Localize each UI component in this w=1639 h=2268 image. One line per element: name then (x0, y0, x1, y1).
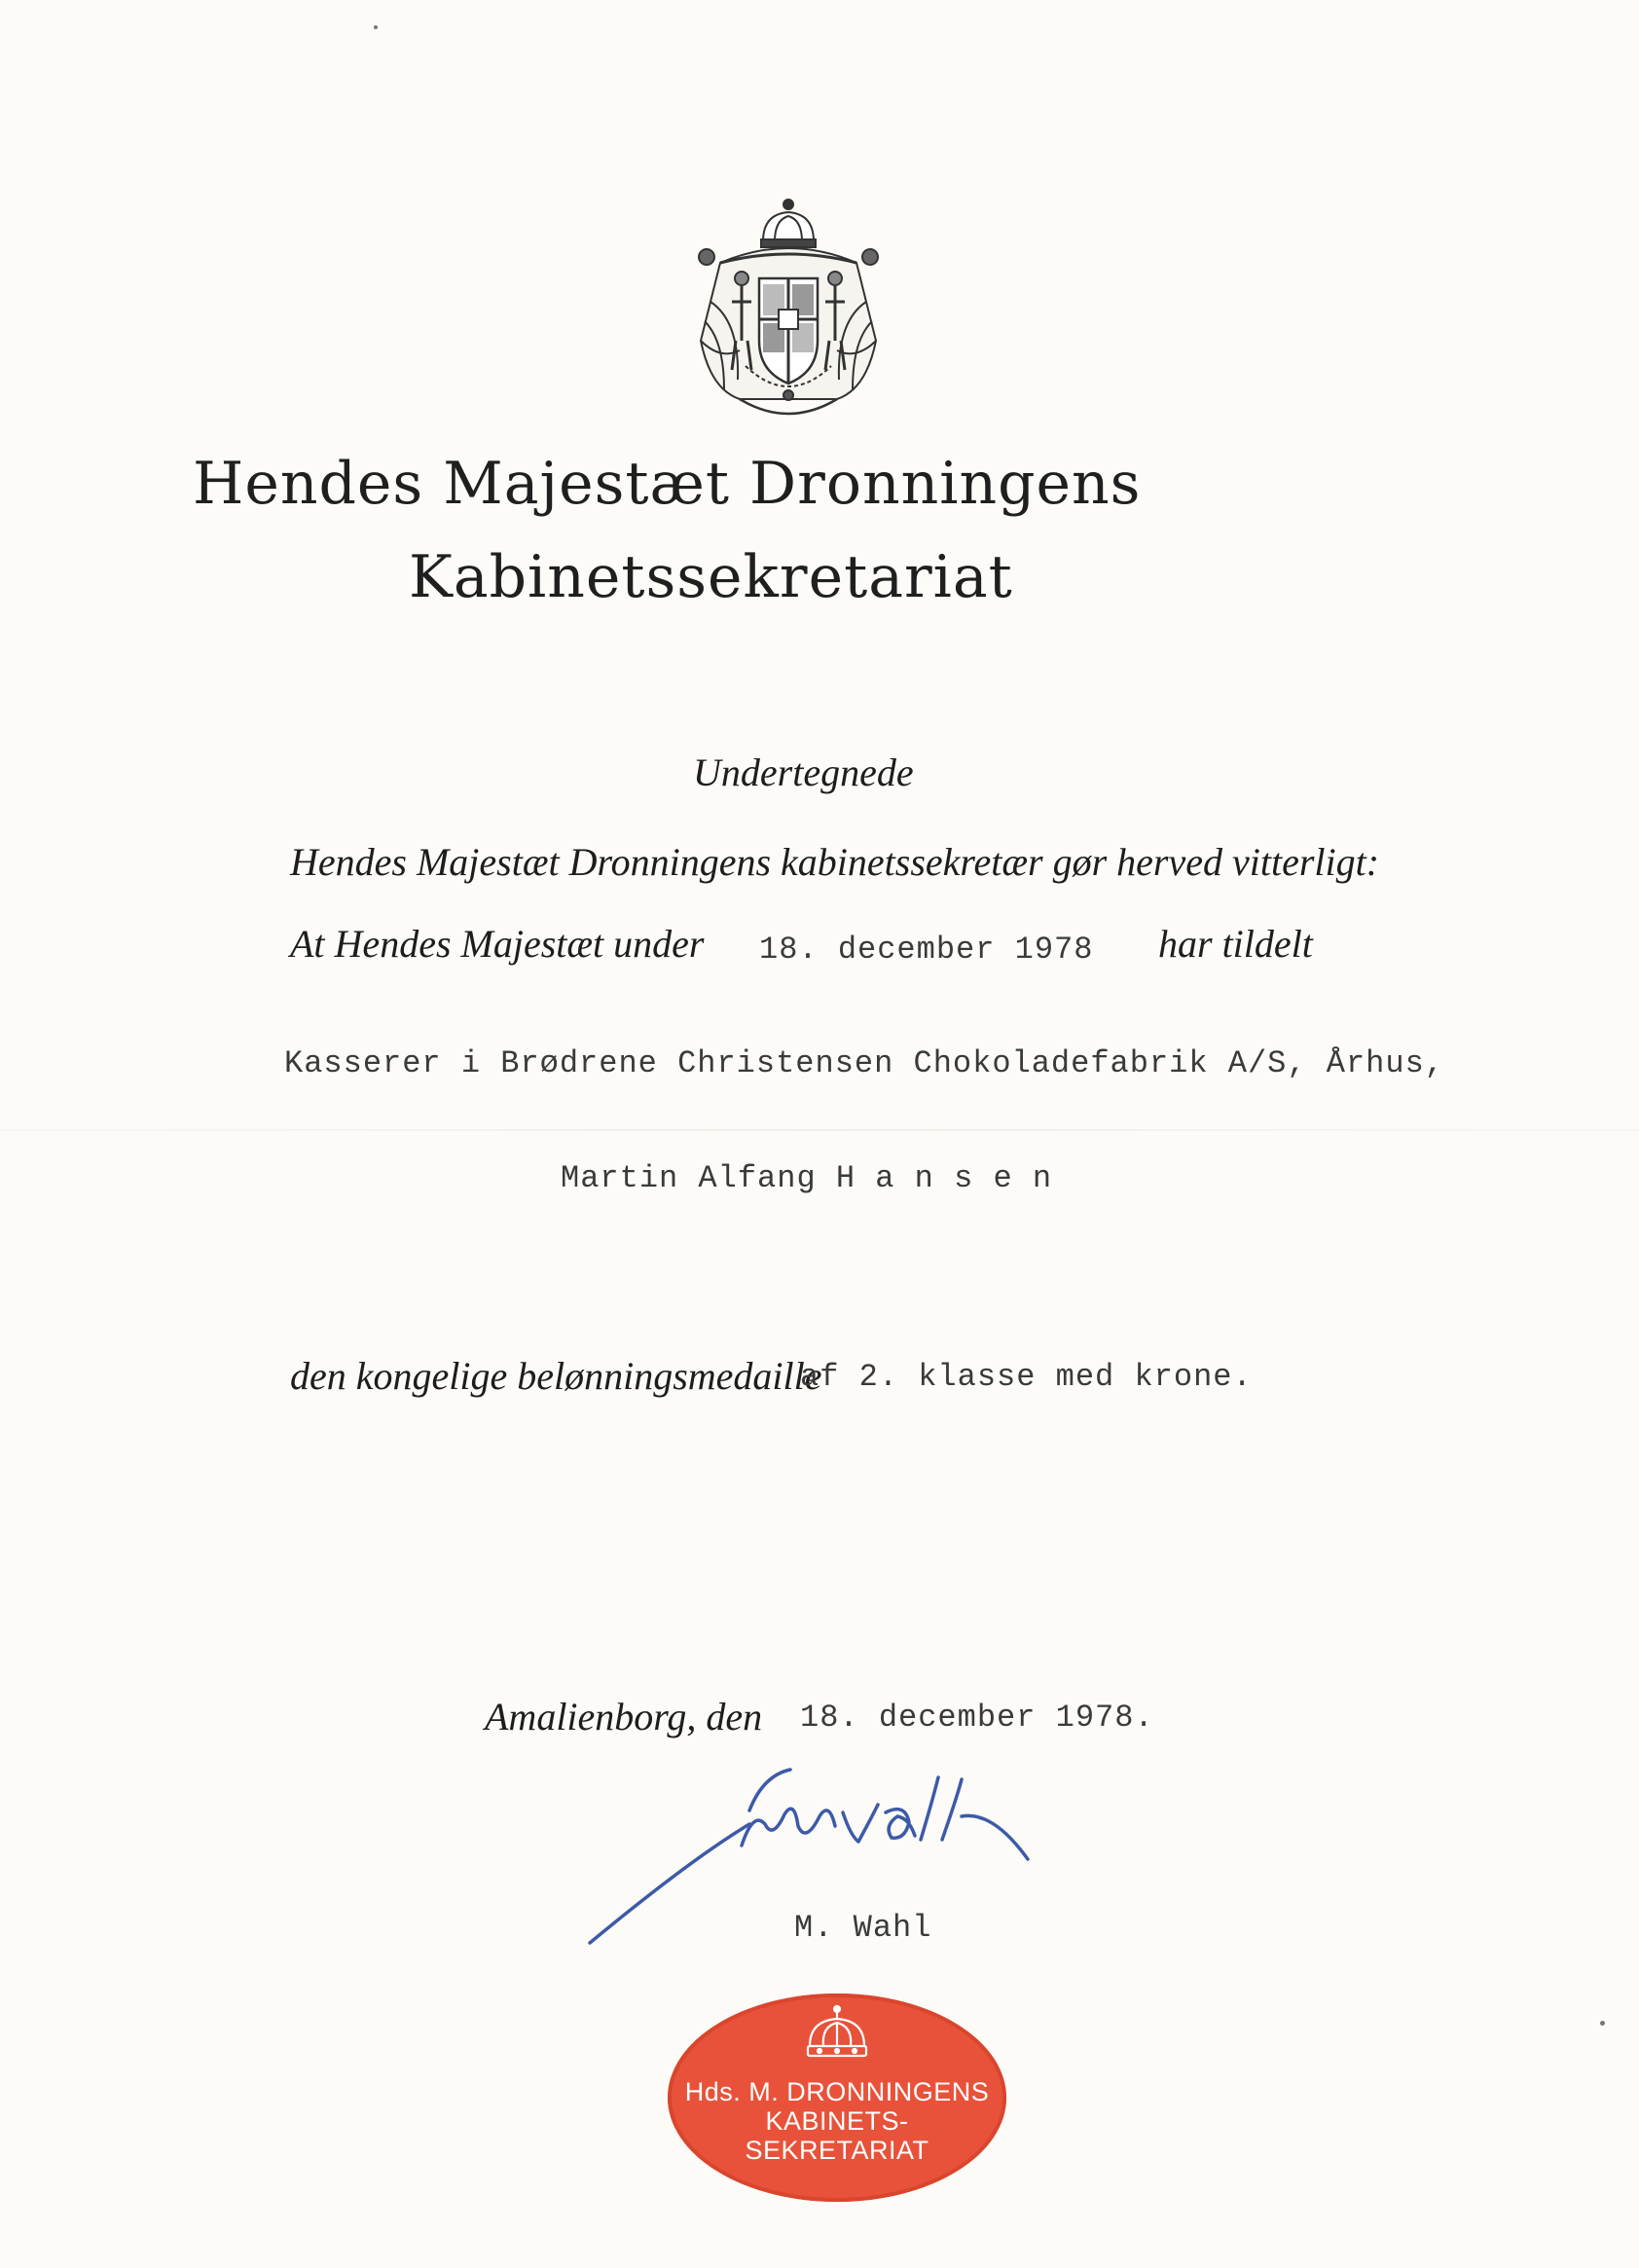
letterhead-title-line1: Hendes Majestæt Dronningens (193, 450, 1142, 518)
stamp-line1: Hds. M. DRONNINGENS (684, 2077, 990, 2106)
stamp-line2: KABINETS- (765, 2106, 909, 2136)
signatory-name: M. Wahl (794, 1910, 932, 1946)
undertegnede-text: Undertegnede (693, 750, 914, 794)
at-hendes-text: At Hendes Majestæt under (290, 922, 705, 966)
medal-label: den kongelige belønningsmedaille (290, 1354, 822, 1398)
crown-icon (800, 2003, 874, 2062)
award-date: 18. december 1978 (759, 932, 1094, 968)
har-tildelt-text: har tildelt (1158, 922, 1313, 966)
recipient-title: Kasserer i Brødrene Christensen Chokoladefabrik A/S, Århus, (284, 1045, 1444, 1081)
closing-date: 18. december 1978. (800, 1700, 1154, 1736)
recipient-name: Martin Alfang H a n s e n (561, 1160, 1053, 1196)
closing-place: Amalienborg, den (485, 1695, 763, 1738)
paper-fold-line (0, 1129, 1639, 1131)
medal-class: af 2. klasse med krone. (800, 1359, 1253, 1395)
stamp-line3: SEKRETARIAT (745, 2136, 929, 2165)
paper-speck (374, 25, 378, 29)
official-stamp (668, 1994, 1006, 2202)
declaration-text: Hendes Majestæt Dronningens kabinetssekretær gør herved vitterligt: (290, 840, 1380, 884)
paper-speck (1600, 2021, 1605, 2026)
royal-coat-of-arms-icon (681, 195, 895, 430)
letterhead-title-line2: Kabinetssekretariat (409, 543, 1013, 611)
